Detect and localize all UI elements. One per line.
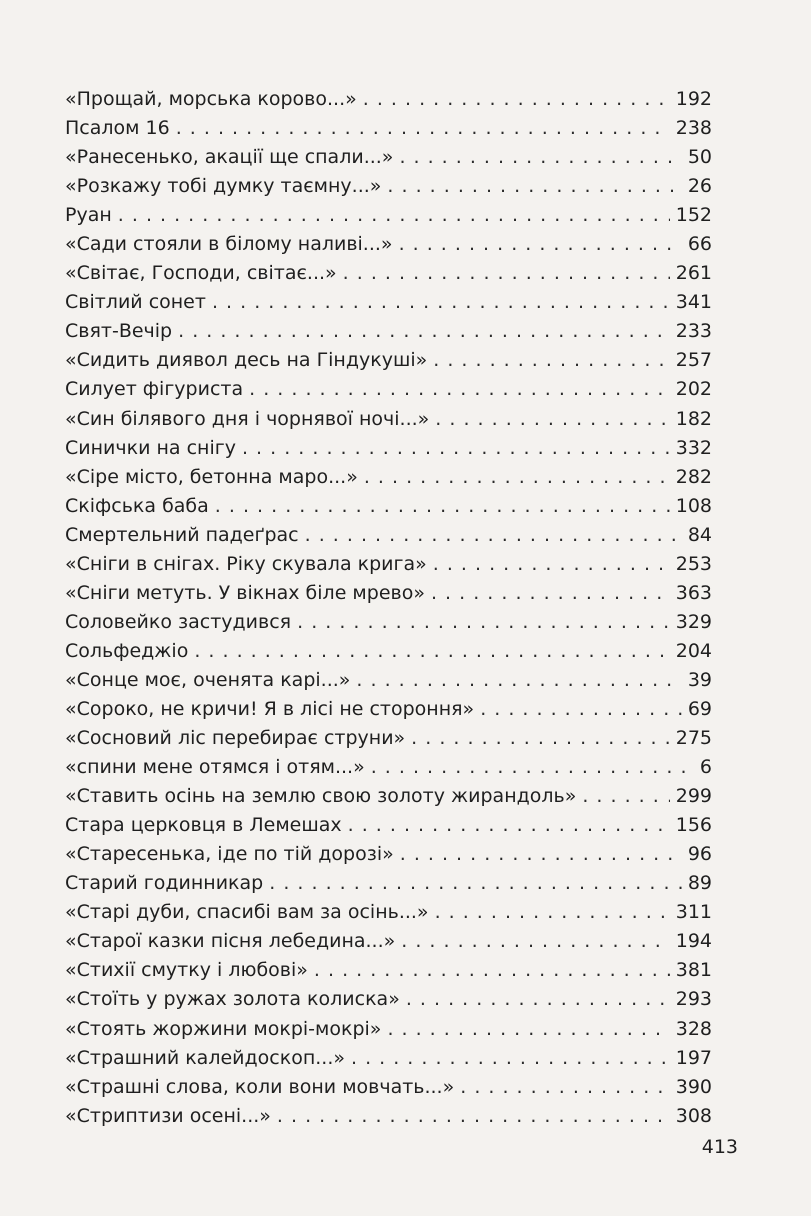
toc-entry (65, 172, 712, 201)
toc-entry (65, 259, 712, 288)
dot-leader (364, 463, 670, 492)
entry-page-number: 108 (675, 494, 712, 517)
dot-leader (314, 956, 670, 985)
entry-page-number: 192 (675, 88, 712, 110)
toc-entry (65, 230, 712, 259)
toc-entry (65, 898, 712, 927)
toc-entry (65, 927, 712, 956)
dot-leader (387, 172, 681, 201)
toc-entry (65, 1015, 712, 1044)
entry-page-number: 238 (675, 117, 712, 140)
entry-page-number: 233 (675, 320, 712, 343)
entry-title: Свят-Вечір (65, 320, 173, 343)
dot-leader (411, 724, 670, 753)
dot-leader (582, 782, 669, 811)
entry-page-number: 66 (687, 233, 712, 256)
toc-entry (65, 114, 712, 143)
toc-entry (65, 782, 712, 811)
entry-title: Смертельний падеґрас (65, 523, 299, 546)
toc-entry (65, 753, 712, 782)
entry-title: «Сніги метуть. У вікнах біле мрево» (65, 581, 425, 604)
entry-page-number: 261 (675, 262, 712, 285)
entry-title: «Син білявого дня і чорнявої ночі...» (65, 407, 430, 430)
dot-leader (215, 492, 670, 521)
dot-leader (249, 375, 670, 404)
entry-title: «Ранесенько, акації ще спали...» (65, 146, 394, 169)
dot-leader (371, 753, 694, 782)
toc-entry (65, 1102, 712, 1131)
toc-entry (65, 375, 712, 404)
entry-title: «Стоїть у ружах золота колиска» (65, 988, 400, 1011)
entry-title: Старий годинникар (65, 872, 264, 895)
entry-page-number: 69 (687, 697, 712, 720)
dot-leader (118, 201, 670, 230)
toc-entry (65, 724, 712, 753)
entry-page-number: 341 (675, 291, 712, 314)
entry-title: Псалом 16 (65, 117, 170, 140)
toc-entry (65, 985, 712, 1014)
page-number: 413 (701, 1136, 738, 1158)
entry-page-number: 6 (699, 756, 712, 779)
dot-leader (212, 288, 670, 317)
dot-leader (433, 550, 670, 579)
dot-leader (351, 1044, 670, 1073)
entry-title: Руан (65, 204, 112, 227)
entry-title: «Сіре місто, бетонна маро...» (65, 465, 358, 488)
entry-title: «Старесенька, іде по тій дорозі» (65, 843, 394, 866)
toc-entry (65, 666, 712, 695)
toc-entry (65, 550, 712, 579)
toc-entry (65, 1044, 712, 1073)
entry-page-number: 194 (675, 930, 712, 953)
dot-leader (431, 579, 670, 608)
entry-title: «Стихії смутку і любові» (65, 959, 308, 982)
entry-title: «Страшні слова, коли вони мовчать...» (65, 1075, 455, 1098)
toc-entry (65, 288, 712, 317)
entry-title: «Сніги в снігах. Ріку скувала крига» (65, 552, 427, 575)
toc-entry (65, 405, 712, 434)
entry-page-number: 381 (675, 959, 712, 982)
toc-entry (65, 143, 712, 172)
dot-leader (343, 259, 670, 288)
dot-leader (305, 521, 682, 550)
dot-leader (363, 85, 670, 114)
entry-page-number: 152 (675, 204, 712, 227)
entry-page-number: 204 (675, 639, 712, 662)
entry-page-number: 197 (675, 1046, 712, 1069)
dot-leader (356, 666, 681, 695)
dot-leader (480, 695, 682, 724)
entry-page-number: 89 (687, 872, 712, 895)
entry-page-number: 311 (675, 901, 712, 924)
entry-page-number: 299 (675, 785, 712, 808)
toc-entry (65, 840, 712, 869)
entry-page-number: 257 (675, 349, 712, 372)
entry-title: «Стриптизи осені...» (65, 1104, 271, 1127)
table-of-contents (65, 85, 712, 1131)
entry-title: «Сади стояли в білому наливі...» (65, 233, 393, 256)
entry-page-number: 332 (675, 436, 712, 459)
entry-page-number: 308 (675, 1104, 712, 1127)
dot-leader (399, 143, 681, 172)
entry-page-number: 182 (675, 407, 712, 430)
entry-title: Стара церковця в Лемешах (65, 814, 342, 837)
entry-title: Соловейко застудився (65, 610, 292, 633)
entry-page-number: 363 (675, 581, 712, 604)
toc-entry (65, 492, 712, 521)
toc-entry (65, 579, 712, 608)
toc-entry (65, 811, 712, 840)
entry-title: Сольфеджіо (65, 639, 189, 662)
entry-title: Скіфська баба (65, 494, 209, 517)
entry-page-number: 156 (675, 814, 712, 837)
entry-title: «Старі дуби, спасибі вам за осінь...» (65, 901, 429, 924)
entry-title: «Сидить диявол десь на Гіндукуші» (65, 349, 428, 372)
entry-title: «Страшний калейдоскоп...» (65, 1046, 345, 1069)
dot-leader (460, 1073, 670, 1102)
entry-page-number: 253 (675, 552, 712, 575)
entry-title: Синички на снігу (65, 436, 236, 459)
entry-page-number: 390 (675, 1075, 712, 1098)
entry-page-number: 96 (687, 843, 712, 866)
entry-title: «Сороко, не кричи! Я в лісі не стороння» (65, 697, 475, 720)
toc-entry (65, 346, 712, 375)
toc-entry (65, 85, 712, 114)
toc-entry (65, 637, 712, 666)
dot-leader (348, 811, 670, 840)
entry-title: «Прощай, морська корово...» (65, 88, 357, 110)
entry-title: Світлий сонет (65, 291, 206, 314)
toc-entry (65, 608, 712, 637)
toc-entry (65, 695, 712, 724)
dot-leader (297, 608, 670, 637)
dot-leader (176, 114, 670, 143)
entry-title: «Старої казки пісня лебедина...» (65, 930, 396, 953)
dot-leader (194, 637, 669, 666)
toc-entry (65, 201, 712, 230)
entry-title: «Розкажу тобі думку таємну...» (65, 175, 382, 198)
toc-entry (65, 956, 712, 985)
dot-leader (242, 434, 670, 463)
dot-leader (277, 1102, 670, 1131)
dot-leader (433, 346, 669, 375)
dot-leader (406, 985, 670, 1014)
entry-page-number: 275 (675, 727, 712, 750)
entry-title: Силует фігуриста (65, 378, 244, 401)
entry-page-number: 84 (687, 523, 712, 546)
toc-entry (65, 521, 712, 550)
entry-title: «Світає, Господи, світає...» (65, 262, 337, 285)
entry-page-number: 293 (675, 988, 712, 1011)
dot-leader (269, 869, 682, 898)
dot-leader (435, 405, 669, 434)
dot-leader (399, 230, 682, 259)
dot-leader (387, 1015, 669, 1044)
dot-leader (400, 840, 682, 869)
toc-entry (65, 463, 712, 492)
toc-entry (65, 869, 712, 898)
dot-leader (401, 927, 669, 956)
entry-page-number: 329 (675, 610, 712, 633)
entry-title: «Сонце моє, оченята карі...» (65, 668, 351, 691)
toc-entry (65, 1073, 712, 1102)
entry-page-number: 50 (687, 146, 712, 169)
toc-entry (65, 317, 712, 346)
dot-leader (435, 898, 670, 927)
entry-page-number: 282 (675, 465, 712, 488)
entry-page-number: 328 (675, 1017, 712, 1040)
entry-page-number: 26 (687, 175, 712, 198)
entry-page-number: 202 (675, 378, 712, 401)
entry-title: «спини мене отямся і отям...» (65, 756, 365, 779)
entry-title: «Ставить осінь на землю свою золоту жирандоль» (65, 785, 577, 808)
dot-leader (178, 317, 670, 346)
entry-title: «Сосновий ліс перебирає струни» (65, 727, 406, 750)
toc-entry (65, 434, 712, 463)
entry-page-number: 39 (687, 668, 712, 691)
entry-title: «Стоять жоржини мокрі-мокрі» (65, 1017, 382, 1040)
